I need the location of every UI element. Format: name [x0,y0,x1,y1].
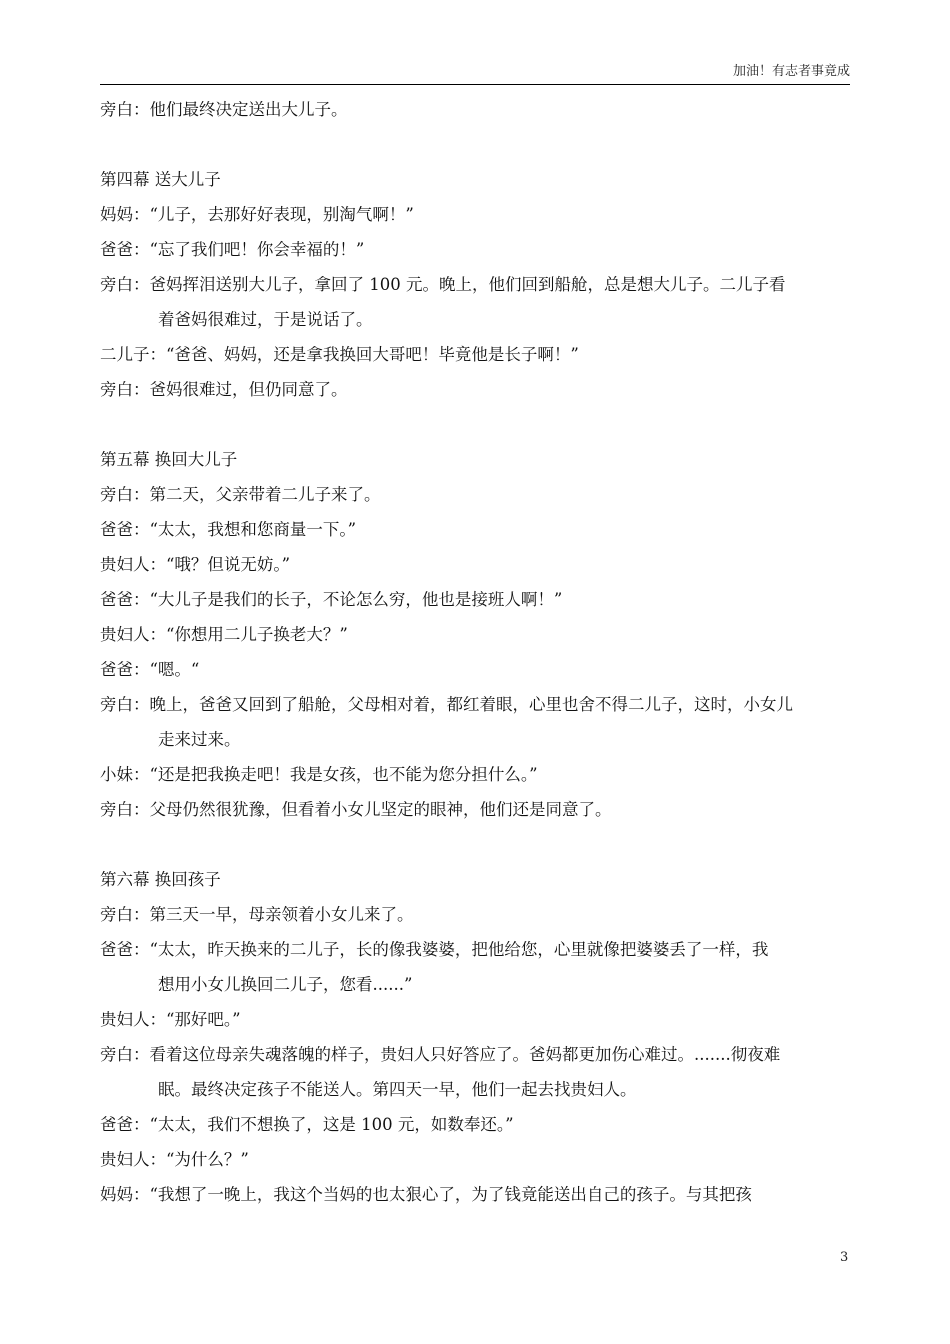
text-line-continued: 走来过来。 [158,730,241,749]
text-line: 爸爸：“嗯。“ [100,660,200,679]
text-line: 妈妈：“儿子，去那好好表现，别淘气啊！” [100,205,414,224]
text-line: 旁白：看着这位母亲失魂落魄的样子，贵妇人只好答应了。爸妈都更加伤心难过。.......彻夜难 [100,1045,781,1064]
text-line: 贵妇人：“为什么？” [100,1150,249,1169]
page-number: 3 [840,1250,849,1265]
scene-heading: 第四幕 送大儿子 [100,170,221,189]
text-line: 小妹：“还是把我换走吧！我是女孩，也不能为您分担什么。” [100,765,538,784]
text-line: 爸爸：“忘了我们吧！你会幸福的！” [100,240,365,259]
text-line: 旁白：爸妈很难过，但仍同意了。 [100,380,348,399]
text-line: 贵妇人：“你想用二儿子换老大？” [100,625,348,644]
text-line: 妈妈：“我想了一晚上，我这个当妈的也太狠心了，为了钱竟能送出自己的孩子。与其把孩 [100,1185,752,1204]
scene-heading: 第六幕 换回孩子 [100,870,221,889]
blank-line [100,407,852,442]
text-line: 贵妇人：“哦？但说无妨。” [100,555,291,574]
text-line-continued: 着爸妈很难过，于是说话了。 [158,310,373,329]
text-line: 旁白：他们最终决定送出大儿子。 [100,100,348,119]
text-line: 二儿子：“爸爸、妈妈，还是拿我换回大哥吧！毕竟他是长子啊！” [100,345,579,364]
text-line: 爸爸：“大儿子是我们的长子，不论怎么穷，他也是接班人啊！” [100,590,563,609]
text-line: 爸爸：“太太，我们不想换了，这是 100 元，如数奉还。” [100,1115,514,1134]
blank-line [100,827,852,862]
text-line: 旁白：第二天，父亲带着二儿子来了。 [100,485,381,504]
page-header [100,64,850,85]
text-line: 旁白：第三天一早，母亲领着小女儿来了。 [100,905,414,924]
text-line-continued: 想用小女儿换回二儿子，您看......” [158,975,413,994]
scene-heading: 第五幕 换回大儿子 [100,450,238,469]
text-line-continued: 眠。最终决定孩子不能送人。第四天一早，他们一起去找贵妇人。 [158,1080,637,1099]
text-line: 旁白：父母仍然很犹豫，但看着小女儿坚定的眼神，他们还是同意了。 [100,800,612,819]
script-body [100,92,852,1212]
header-text: 加油！有志者事竟成 [732,64,850,79]
text-line: 旁白：爸妈挥泪送别大儿子，拿回了 100 元。晚上，他们回到船舱，总是想大儿子。二儿子看 [100,275,786,294]
text-line: 旁白：晚上，爸爸又回到了船舱，父母相对着，都红着眼，心里也舍不得二儿子，这时，小女儿 [100,695,793,714]
text-line: 贵妇人：“那好吧。” [100,1010,241,1029]
blank-line [100,127,852,162]
text-line: 爸爸：“太太，我想和您商量一下。” [100,520,357,539]
text-line: 爸爸：“太太，昨天换来的二儿子，长的像我婆婆，把他给您，心里就像把婆婆丢了一样，我 [100,940,769,959]
